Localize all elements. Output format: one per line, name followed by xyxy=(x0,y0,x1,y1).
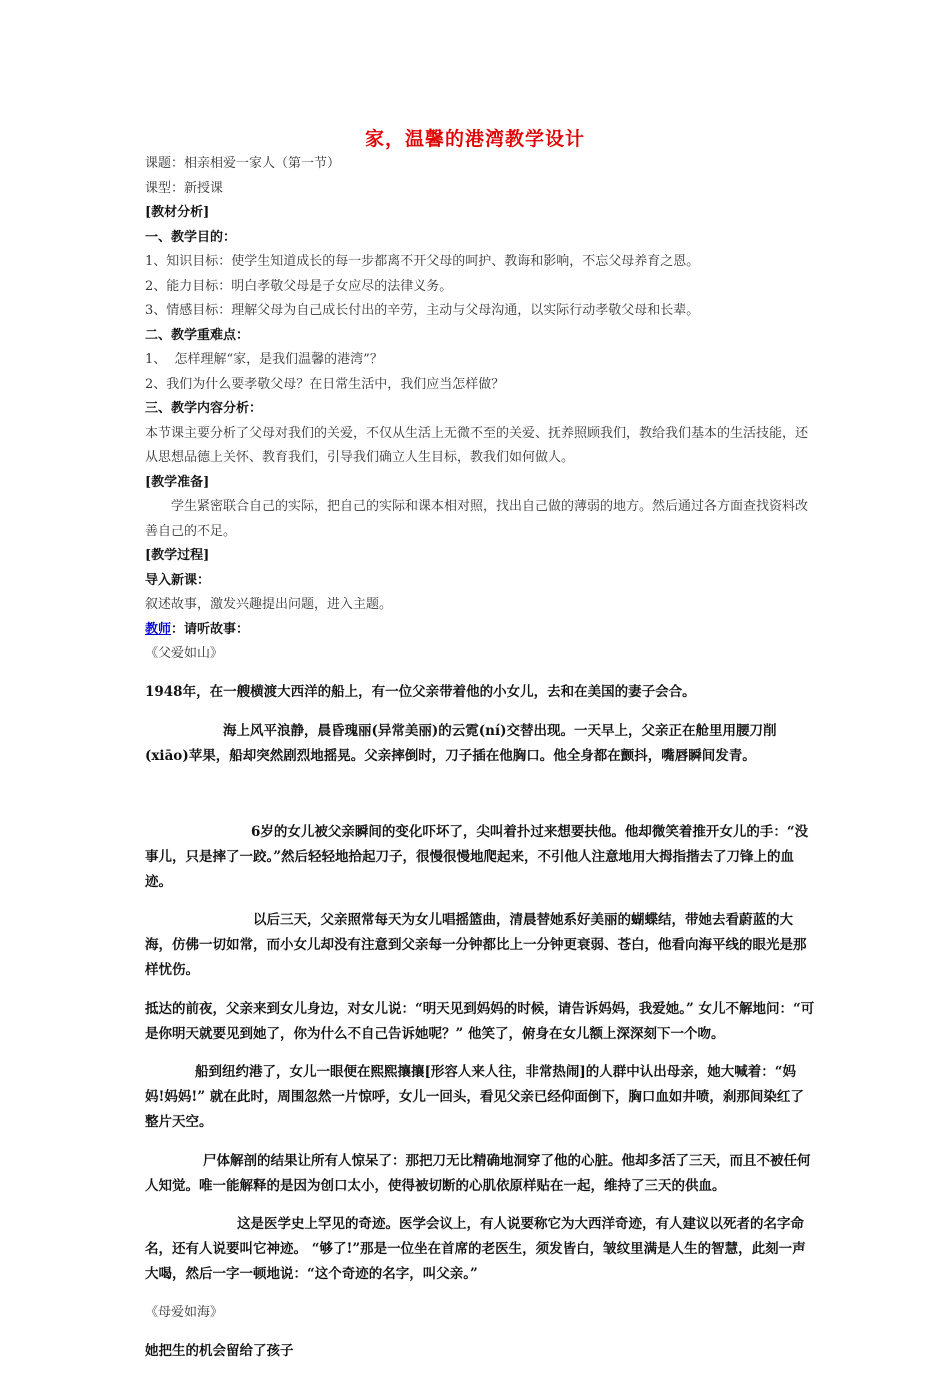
goal-item: 1、知识目标：使学生知道成长的每一步都离不开父母的呵护、教诲和影响，不忘父母养育之恩。 xyxy=(145,254,700,269)
key-point-item: 1、 怎样理解“家，是我们温馨的港湾”？ xyxy=(145,352,383,367)
section-material-heading: [教材分析] xyxy=(145,205,210,220)
story-paragraph: 抵达的前夜，父亲来到女儿身边，对女儿说：“明天见到妈妈的时候，请告诉妈妈，我爱她。” 女儿不解地问：“可是你明天就要见到她了，你为什么不自己告诉她呢？” 他笑了，俯身在女儿额上深深刻下一个吻。 xyxy=(145,1000,815,1042)
story-paragraph: 6岁的女儿被父亲瞬间的变化吓坏了，尖叫着扑过来想要扶他。他却微笑着推开女儿的手：“没事儿，只是摔了一跤。”然后轻轻地拾起刀子，很慢很慢地爬起来，不引他人注意地用大拇指揩去了刀锋上的血迹。 xyxy=(145,823,809,890)
intro-text: 叙述故事，激发兴趣提出问题，进入主题。 xyxy=(145,597,393,612)
intro-heading: 导入新课： xyxy=(145,572,211,588)
section-prep-heading: [教学准备] xyxy=(145,474,210,490)
story-paragraph: 1948年，在一艘横渡大西洋的船上，有一位父亲带着他的小女儿，去和在美国的妻子会合。 xyxy=(145,684,696,700)
blank-line xyxy=(145,782,815,806)
page-title: 家，温馨的港湾教学设计 xyxy=(364,128,585,150)
goal-item: 2、能力目标：明白孝敬父母是子女应尽的法律义务。 xyxy=(145,278,453,294)
goals-heading: 一、教学目的： xyxy=(145,229,237,245)
story-paragraph: 尸体解剖的结果让所有人惊呆了：那把刀无比精确地洞穿了他的心脏。他却多活了三天，而且不被任何人知觉。唯一能解释的是因为创口太小，使得被切断的心肌依原样贴在一起，维持了三天的供血。 xyxy=(145,1152,811,1194)
story-paragraph: 以后三天，父亲照常每天为女儿唱摇篮曲，清晨替她系好美丽的蝴蝶结，带她去看蔚蓝的大海，仿佛一切如常，而小女儿却没有注意到父亲每一分钟都比上一分钟更衰弱、苍白，他看向海平线的眼光是那样忧伤。 xyxy=(145,912,807,978)
story2-title: 《母爱如海》 xyxy=(145,1304,224,1320)
story-paragraph: 船到纽约港了，女儿一眼便在熙熙攘攘[形容人来人往，非常热闹]的人群中认出母亲，她大喊着：“妈妈!妈妈!” 就在此时，周围忽然一片惊呼，女儿一回头，看见父亲已经仰面倒下，胸口血如井喷，刹那间染红了整片天空。 xyxy=(145,1064,804,1130)
prep-text: 学生紧密联合自己的实际，把自己的实际和课本相对照，找出自己做的薄弱的地方。然后通过各方面查找资料改善自己的不足。 xyxy=(145,499,809,539)
story-paragraph: 这是医学史上罕见的奇迹。医学会议上，有人说要称它为大西洋奇迹，有人建议以死者的名字命名，还有人说要叫它神迹。 “够了!”那是一位坐在首席的老医生，须发皆白，皱纹里满是人生的智慧，此刻一声大喝，然后一字一顿地说：“这个奇迹的名字，叫父亲。” xyxy=(145,1216,806,1282)
section-process-heading: [教学过程] xyxy=(145,548,210,563)
key-points-heading: 二、教学重难点： xyxy=(145,327,250,343)
document-body xyxy=(145,152,815,1377)
content-analysis-heading: 三、教学内容分析： xyxy=(145,401,263,416)
teacher-link[interactable]: 教师 xyxy=(145,621,172,637)
key-point-item: 2、我们为什么要孝敬父母？在日常生活中，我们应当怎样做？ xyxy=(145,376,505,392)
teacher-line xyxy=(145,618,815,643)
story2-subtitle: 她把生的机会留给了孩子 xyxy=(145,1342,294,1359)
story-paragraph: 海上风平浪静，晨昏瑰丽(异常美丽)的云霓(ní)交替出现。一天早上，父亲正在舱里用腰刀削(xiāo)苹果，船却突然剧烈地摇晃。父亲摔倒时，刀子插在他胸口。他全身都在颤抖，嘴唇瞬间发青。 xyxy=(145,722,777,764)
lesson-topic: 课题：相亲相爱一家人（第一节） xyxy=(145,156,341,171)
lesson-type: 课型：新授课 xyxy=(145,180,224,196)
goal-item: 3、情感目标：理解父母为自己成长付出的辛劳，主动与父母沟通，以实际行动孝敬父母和长辈。 xyxy=(145,303,700,318)
content-analysis-text: 本节课主要分析了父母对我们的关爱，不仅从生活上无微不至的关爱、抚养照顾我们，教给我们基本的生活技能，还从思想品德上关怀、教育我们，引导我们确立人生目标，教我们如何做人。 xyxy=(145,425,809,465)
teacher-line-rest: ：请听故事： xyxy=(171,621,250,637)
story1-title: 《父爱如山》 xyxy=(145,646,224,661)
